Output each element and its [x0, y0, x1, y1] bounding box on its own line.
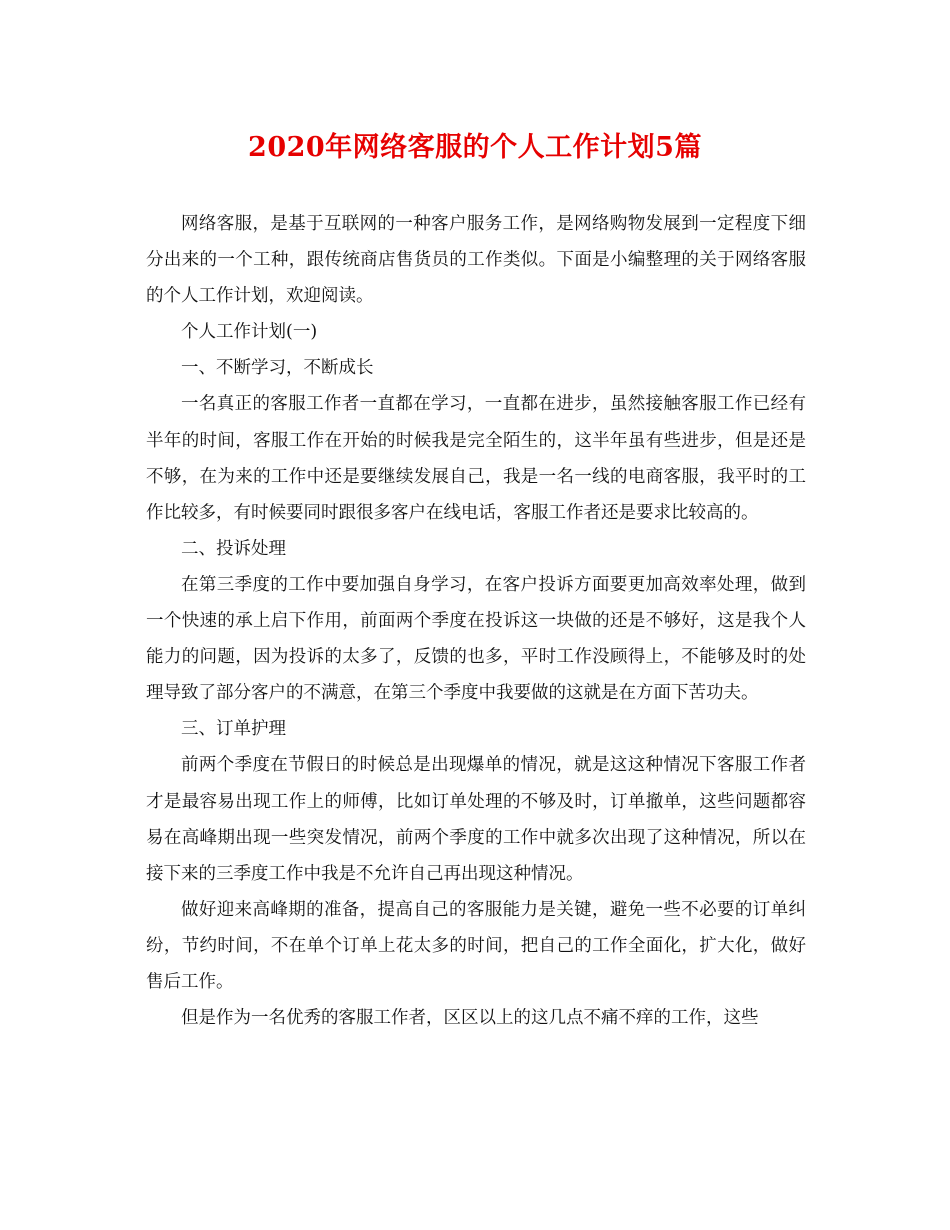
- paragraph-learning: 一名真正的客服工作者一直都在学习，一直都在进步，虽然接触客服工作已经有半年的时间，客服工作在开始的时候我是完全陌生的，这半年虽有些进步，但是还是不够，在为来的工作中还是要继续发展自己，我是一名一线的电商客服，我平时的工作比较多，有时候要同时跟很多客户在线电话，客服工作者还是要求比较高的。: [146, 394, 806, 523]
- subheading-orders: 三、订单护理: [181, 719, 286, 740]
- document-body: [146, 206, 806, 1036]
- subheading-learning: 一、不断学习，不断成长: [181, 358, 374, 379]
- paragraph-complaints: 在第三季度的工作中要加强自身学习，在客户投诉方面要更加高效率处理，做到一个快速的承上启下作用，前面两个季度在投诉这一块做的还是不够好，这是我个人能力的问题，因为投诉的太多了，反馈的也多，平时工作没顾得上，不能够及时的处理导致了部分客户的不满意，在第三个季度中我要做的这就是在方面下苦功夫。: [146, 574, 806, 704]
- subheading-complaints: 二、投诉处理: [181, 538, 286, 559]
- paragraph-orders: 前两个季度在节假日的时候总是出现爆单的情况，就是这这种情况下客服工作者才是最容易出现工作上的师傅，比如订单处理的不够及时，订单撤单，这些问题都容易在高峰期出现一些突发情况，前两个季度的工作中就多次出现了这种情况，所以在接下来的三季度工作中我是不允许自己再出现这种情况。: [146, 755, 806, 884]
- paragraph-peak-preparation: 做好迎来高峰期的准备，提高自己的客服能力是关键，避免一些不必要的订单纠纷，节约时间，不在单个订单上花太多的时间，把自己的工作全面化，扩大化，做好售后工作。: [146, 899, 806, 992]
- paragraph-continued: 但是作为一名优秀的客服工作者，区区以上的这几点不痛不痒的工作，这些: [181, 1008, 759, 1029]
- document-title: 2020年网络客服的个人工作计划5篇: [248, 132, 702, 163]
- section-heading-plan-1: 个人工作计划(一): [181, 322, 318, 343]
- intro-paragraph: 网络客服，是基于互联网的一种客户服务工作，是网络购物发展到一定程度下细分出来的一个工种，跟传统商店售货员的工作类似。下面是小编整理的关于网络客服的个人工作计划，欢迎阅读。: [146, 214, 806, 307]
